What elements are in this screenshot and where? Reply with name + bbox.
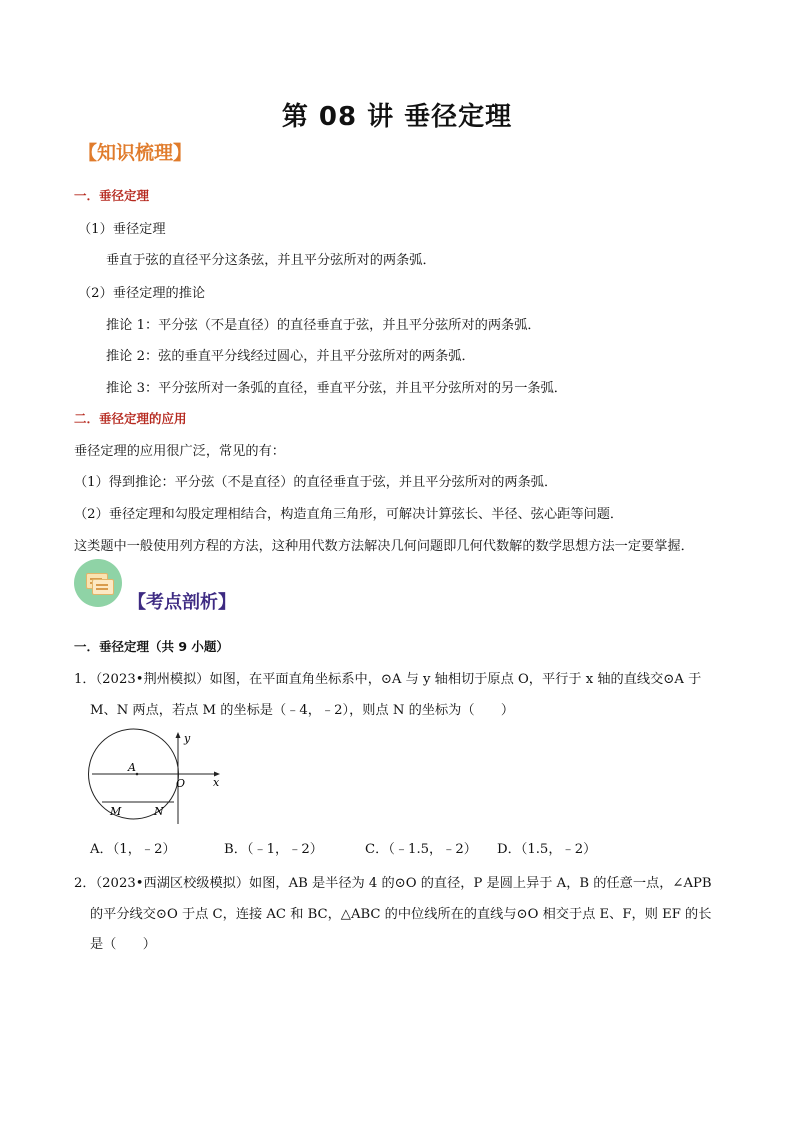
label-x: x bbox=[213, 776, 220, 789]
page-title: 第 08 讲 垂径定理 bbox=[281, 102, 513, 132]
section-heading-1: 一．垂径定理 bbox=[74, 188, 150, 203]
label-a: A bbox=[128, 761, 136, 774]
center-point bbox=[136, 773, 139, 776]
q1-line-1: 1．（2023•荆州模拟）如图，在平面直角坐标系中，⊙A 与 y 轴相切于原点 O，平行于 x 轴的直线交⊙A 于 bbox=[74, 672, 702, 687]
q2-line-2: 的平分线交⊙O 于点 C，连接 AC 和 BC，△ABC 的中位线所在的直线与⊙O 相交于点 E、F，则 EF 的长 bbox=[90, 907, 712, 922]
knowledge-section-tag: 【知识梳理】 bbox=[78, 142, 193, 164]
document-icon bbox=[74, 559, 122, 607]
item-1-label: （1）垂径定理 bbox=[78, 222, 166, 237]
q2-line-1: 2．（2023•西湖区校级模拟）如图，AB 是半径为 4 的⊙O 的直径，P 是圆上异于 A，B 的任意一点，∠APB bbox=[74, 876, 712, 891]
corollary-3: 推论 3：平分弦所对一条弧的直径，垂直平分弦，并且平分弦所对的另一条弧． bbox=[106, 381, 567, 396]
label-o: O bbox=[176, 777, 186, 790]
section-heading-2: 二．垂径定理的应用 bbox=[74, 411, 187, 426]
q1-option-c[interactable]: C．（﹣1.5，﹣2） bbox=[365, 842, 477, 857]
q1-figure bbox=[88, 728, 228, 828]
q1-line-2: M、N 两点，若点 M 的坐标是（﹣4，﹣2），则点 N 的坐标为（ ） bbox=[90, 703, 515, 718]
label-n: N bbox=[154, 805, 164, 818]
q1-option-a[interactable]: A．（1，﹣2） bbox=[90, 842, 176, 857]
application-2: （2）垂径定理和勾股定理相结合，构造直角三角形，可解决计算弦长、半径、弦心距等问题． bbox=[74, 507, 624, 522]
item-2-label: （2）垂径定理的推论 bbox=[78, 286, 206, 301]
exercise-heading: 一．垂径定理（共 9 小题） bbox=[74, 639, 229, 654]
application-1: （1）得到推论：平分弦（不是直径）的直径垂直于弦，并且平分弦所对的两条弧． bbox=[74, 475, 558, 490]
q2-line-3: 是（ ） bbox=[90, 937, 156, 952]
q1-option-d[interactable]: D．（1.5，﹣2） bbox=[497, 842, 597, 857]
label-m: M bbox=[110, 805, 122, 818]
q1-option-b[interactable]: B．（﹣1，﹣2） bbox=[224, 842, 323, 857]
theorem-statement: 垂直于弦的直径平分这条弦，并且平分弦所对的两条弧． bbox=[106, 253, 436, 268]
label-y: y bbox=[184, 732, 191, 745]
y-axis-arrow bbox=[176, 732, 181, 738]
corollary-1: 推论 1：平分弦（不是直径）的直径垂直于弦，并且平分弦所对的两条弧． bbox=[106, 318, 541, 333]
corollary-2: 推论 2：弦的垂直平分线经过圆心，并且平分弦所对的两条弧． bbox=[106, 349, 475, 364]
analysis-section-tag: 【考点剖析】 bbox=[128, 592, 236, 613]
method-note: 这类题中一般使用列方程的方法，这种用代数方法解决几何问题即几何代数解的数学思想方法一定要掌握． bbox=[74, 539, 694, 554]
application-intro: 垂径定理的应用很广泛，常见的有： bbox=[74, 444, 285, 459]
